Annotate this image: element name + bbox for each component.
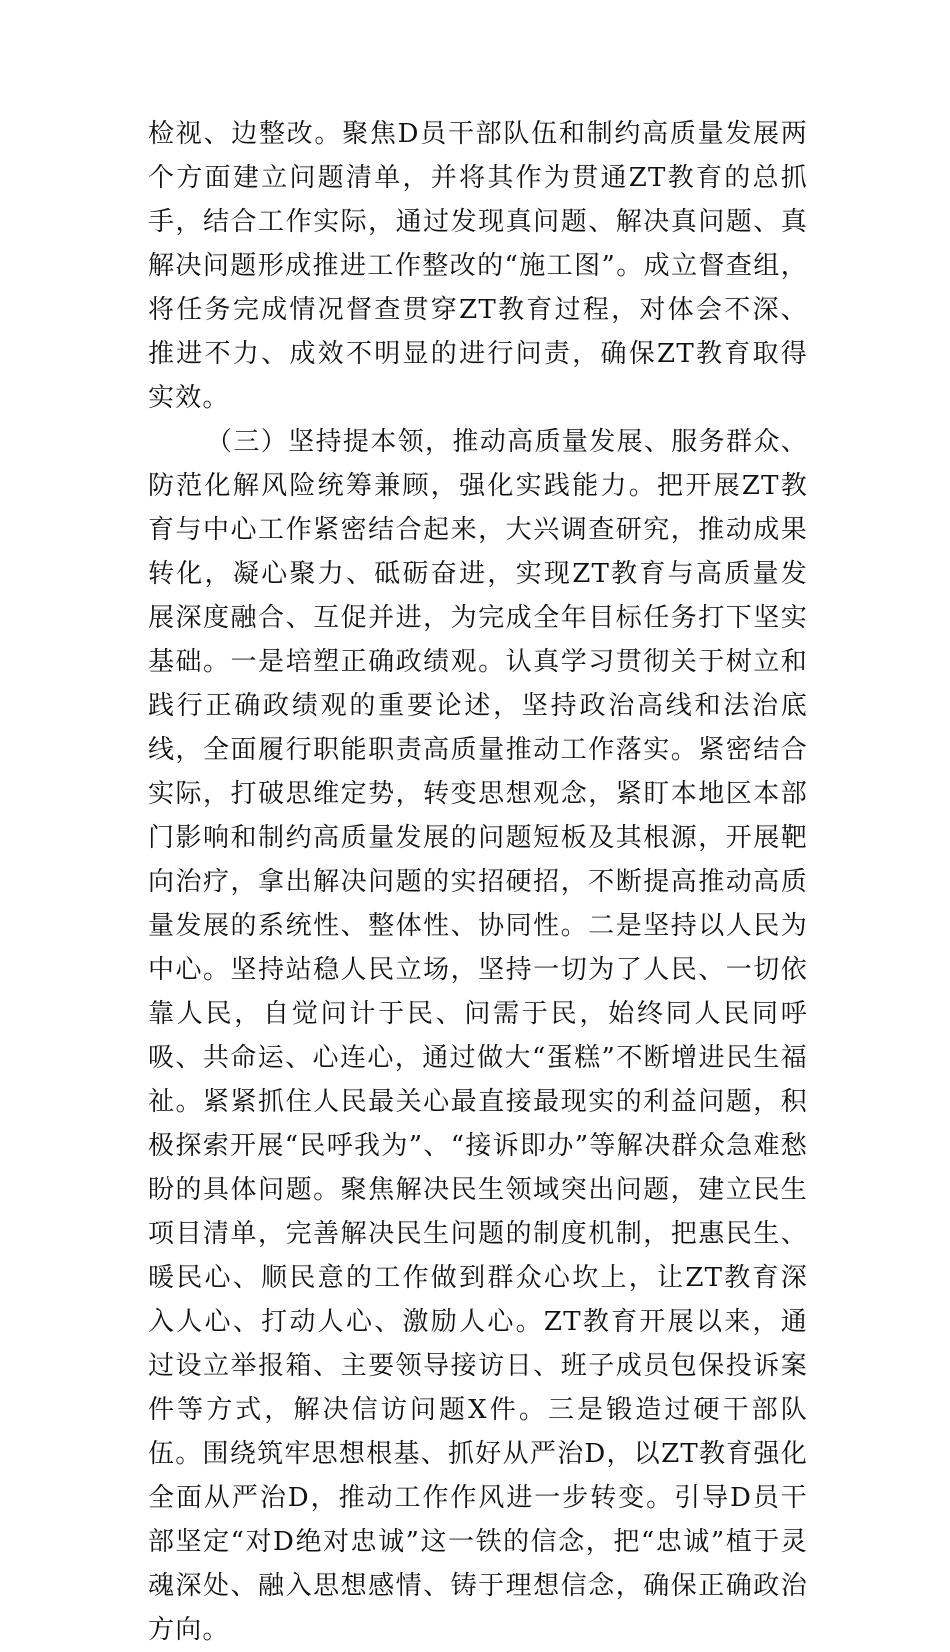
paragraph-continuation: 检视、边整改。聚焦D员干部队伍和制约高质量发展两个方面建立问题清单，并将其作为贯通ZT教育的总抓手，结合工作实际，通过发现真问题、解决真问题、真解决问题形成推进工作整改的“施工图”。成立督查组，将任务完成情况督查贯穿ZT教育过程，对体会不深、推进不力、成效不明显的进行问责，确保ZT教育取得实效。 (148, 119, 808, 413)
document-body (148, 112, 808, 1652)
paragraph-section-three: （三）坚持提本领，推动高质量发展、服务群众、防范化解风险统筹兼顾，强化实践能力。把开展ZT教育与中心工作紧密结合起来，大兴调查研究，推动成果转化，凝心聚力、砥砺奋进，实现ZT教育与高质量发展深度融合、互促并进，为完成全年目标任务打下坚实基础。一是培塑正确政绩观。认真学习贯彻关于树立和践行正确政绩观的重要论述，坚持政治高线和法治底线，全面履行职能职责高质量推动工作落实。紧密结合实际，打破思维定势，转变思想观念，紧盯本地区本部门影响和制约高质量发展的问题短板及其根源，开展靶向治疗，拿出解决问题的实招硬招，不断提高推动高质量发展的系统性、整体性、协同性。二是坚持以人民为中心。坚持站稳人民立场，坚持一切为了人民、一切依靠人民，自觉问计于民、问需于民，始终同人民同呼吸、共命运、心连心，通过做大“蛋糕”不断增进民生福祉。紧紧抓住人民最关心最直接最现实的利益问题，积极探索开展“民呼我为”、“接诉即办”等解决群众急难愁盼的具体问题。聚焦解决民生领域突出问题，建立民生项目清单，完善解决民生问题的制度机制，把惠民生、暖民心、顺民意的工作做到群众心坎上，让ZT教育深入人心、打动人心、激励人心。ZT教育开展以来，通过设立举报箱、主要领导接访日、班子成员包保投诉案件等方式，解决信访问题X件。三是锻造过硬干部队伍。围绕筑牢思想根基、抓好从严治D，以ZT教育强化全面从严治D，推动工作作风进一步转变。引导D员干部坚定“对D绝对忠诚”这一铁的信念，把“忠诚”植于灵魂深处、融入思想感情、铸于理想信念，确保正确政治方向。 (148, 427, 808, 1645)
